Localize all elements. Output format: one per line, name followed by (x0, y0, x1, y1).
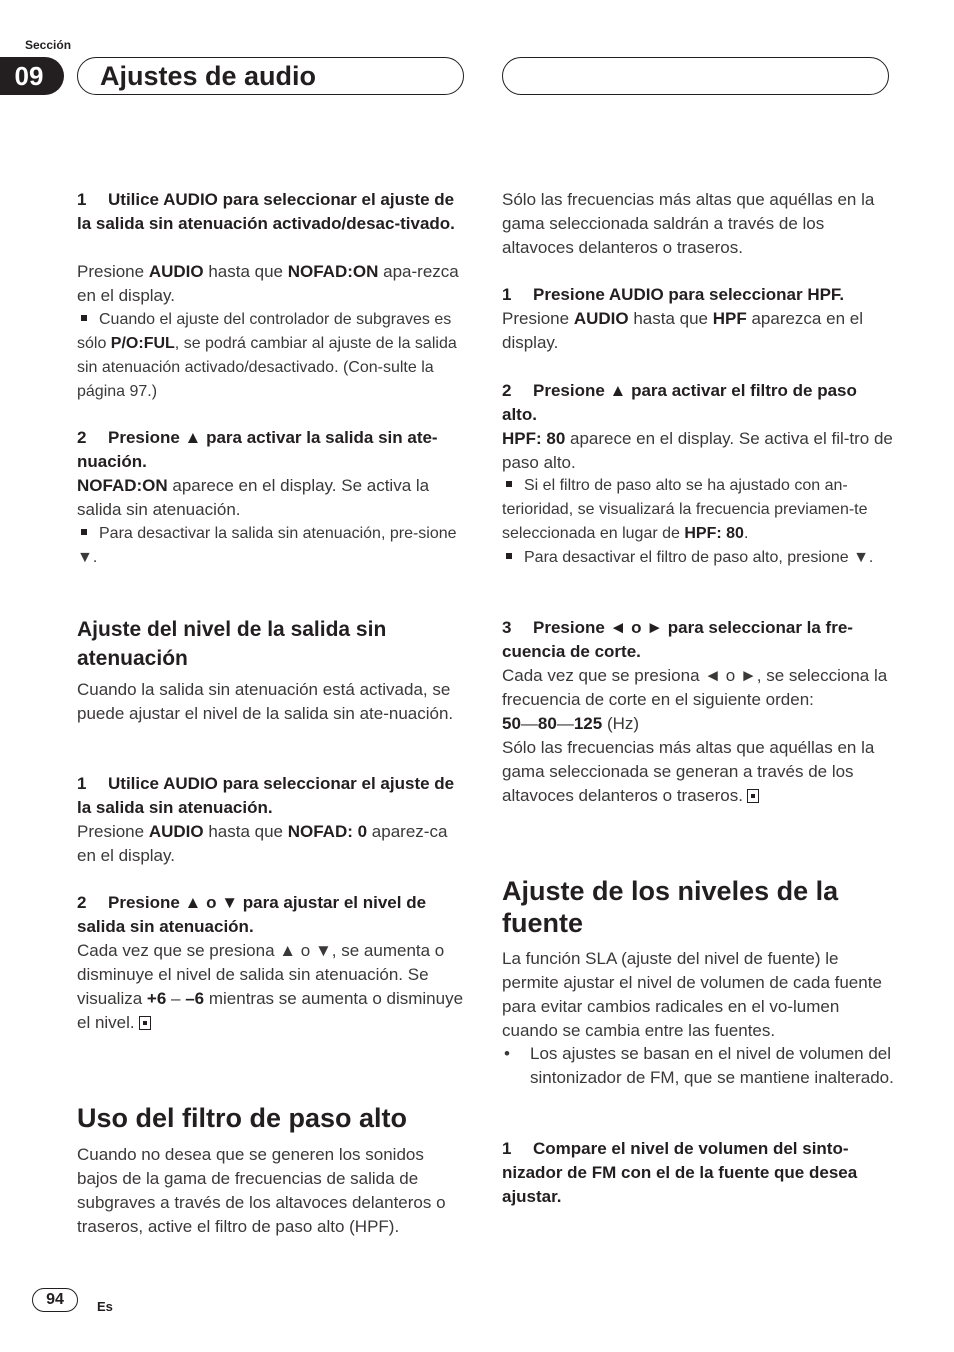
nivel-step-2-body: Cada vez que se presiona ▲ o ▼, se aumenta o disminuye el nivel de salida sin atenuación. Se visualiza +6 – –6 mientras se aumenta o disminuye el nivel. (77, 941, 464, 1032)
hpf-step-2-title: 2 Presione ▲ para activar el filtro de paso alto. (502, 381, 857, 424)
page-number: 94 (32, 1288, 78, 1312)
step-2-body: NOFAD:ON aparece en el display. Se activa la salida sin atenuación. (77, 476, 430, 519)
section-title: Ajustes de audio (100, 61, 317, 91)
sla-bullet: • Los ajustes se basan en el nivel de volumen del sintonizador de FM, que se mantiene inalterado. (502, 1042, 894, 1090)
hpf-step-1-title: 1 Presione AUDIO para seleccionar HPF. (502, 285, 845, 304)
hpf-step-2-note-2: Para desactivar el filtro de paso alto, presione ▼. (502, 546, 894, 570)
bullet-dot-icon: • (504, 1044, 510, 1063)
hpf-step-1-body: Presione AUDIO hasta que HPF aparezca en el display. (502, 309, 863, 352)
hpf-intro-continued: Sólo las frecuencias más altas que aquéllas en la gama seleccionada saldrán a través de los altavoces delanteros o traseros. (502, 190, 875, 257)
nivel-step-1-body: Presione AUDIO hasta que NOFAD: 0 aparez-ca en el display. (77, 822, 448, 865)
header-empty-frame (502, 57, 889, 95)
hpf-intro: Cuando no desea que se generen los sonidos bajos de la gama de frecuencias de salida de subgraves a través de los altavoces delanteros o traseros, active el filtro de paso alto (HPF). (77, 1145, 446, 1236)
hpf-step-2-note-1: Si el filtro de paso alto se ha ajustado con an-terioridad, se visualizará la frecuencia previamen-te seleccionada en lugar de HPF: 80. (502, 477, 868, 542)
note-square-icon (506, 553, 512, 559)
step-1-title: 1 Utilice AUDIO para seleccionar el ajuste de la salida sin atenuación activado/desac-tivado. (77, 190, 455, 233)
heading-niveles-fuente: Ajuste de los niveles de la fuente (502, 876, 839, 938)
step-2-title: 2 Presione ▲ para activar la salida sin ate-nuación. (77, 428, 438, 471)
section-number-badge: 09 (0, 57, 64, 95)
heading-filtro-paso-alto: Uso del filtro de paso alto (77, 1103, 408, 1133)
hpf-step-3-title: 3 Presione ◄ o ► para seleccionar la fre-cuencia de corte. (502, 618, 853, 661)
nivel-step-1-title: 1 Utilice AUDIO para seleccionar el ajuste de la salida sin atenuación. (77, 774, 455, 817)
nivel-intro: Cuando la salida sin atenuación está activada, se puede ajustar el nivel de la salida sin ate-nuación. (77, 680, 454, 723)
hpf-step-3-body: Cada vez que se presiona ◄ o ►, se selecciona la frecuencia de corte en el siguiente orden: 50—80—125 (Hz) Sólo las frecuencias más altas que aquéllas en la gama seleccionada se generan a través de los altavoces delanteros o traseros. (502, 666, 888, 805)
step-1-body: Presione AUDIO hasta que NOFAD:ON apa-rezca en el display. (77, 262, 459, 305)
cutoff-frequency-sequence: 50—80—125 (Hz) (502, 714, 640, 733)
step-1-note: Cuando el ajuste del controlador de subgraves es sólo P/O:FUL, se podrá cambiar al ajuste de la salida sin atenuación activado/desactivado. (Con-sulte la página 97.) (77, 311, 457, 400)
sla-step-1-title: 1 Compare el nivel de volumen del sinto-nizador de FM con el de la fuente que desea ajustar. (502, 1139, 858, 1206)
heading-nivel-salida: Ajuste del nivel de la salida sin atenuación (77, 618, 387, 670)
note-square-icon (81, 315, 87, 321)
note-square-icon (81, 529, 87, 535)
end-mark-icon (747, 789, 759, 803)
step-2-note: Para desactivar la salida sin atenuación, pre-sione ▼. (77, 525, 457, 566)
sla-intro: La función SLA (ajuste del nivel de fuente) le permite ajustar el nivel de volumen de cada fuente para evitar cambios radicales en el vo-lumen cuando se cambia entre las fuentes. (502, 949, 882, 1040)
end-mark-icon (139, 1016, 151, 1030)
nivel-step-2-title: 2 Presione ▲ o ▼ para ajustar el nivel de salida sin atenuación. (77, 893, 427, 936)
hpf-step-2-body: HPF: 80 aparece en el display. Se activa el fil-tro de paso alto. (502, 429, 893, 472)
language-code: Es (97, 1299, 113, 1314)
note-square-icon (506, 481, 512, 487)
seccion-label: Sección (25, 38, 72, 52)
